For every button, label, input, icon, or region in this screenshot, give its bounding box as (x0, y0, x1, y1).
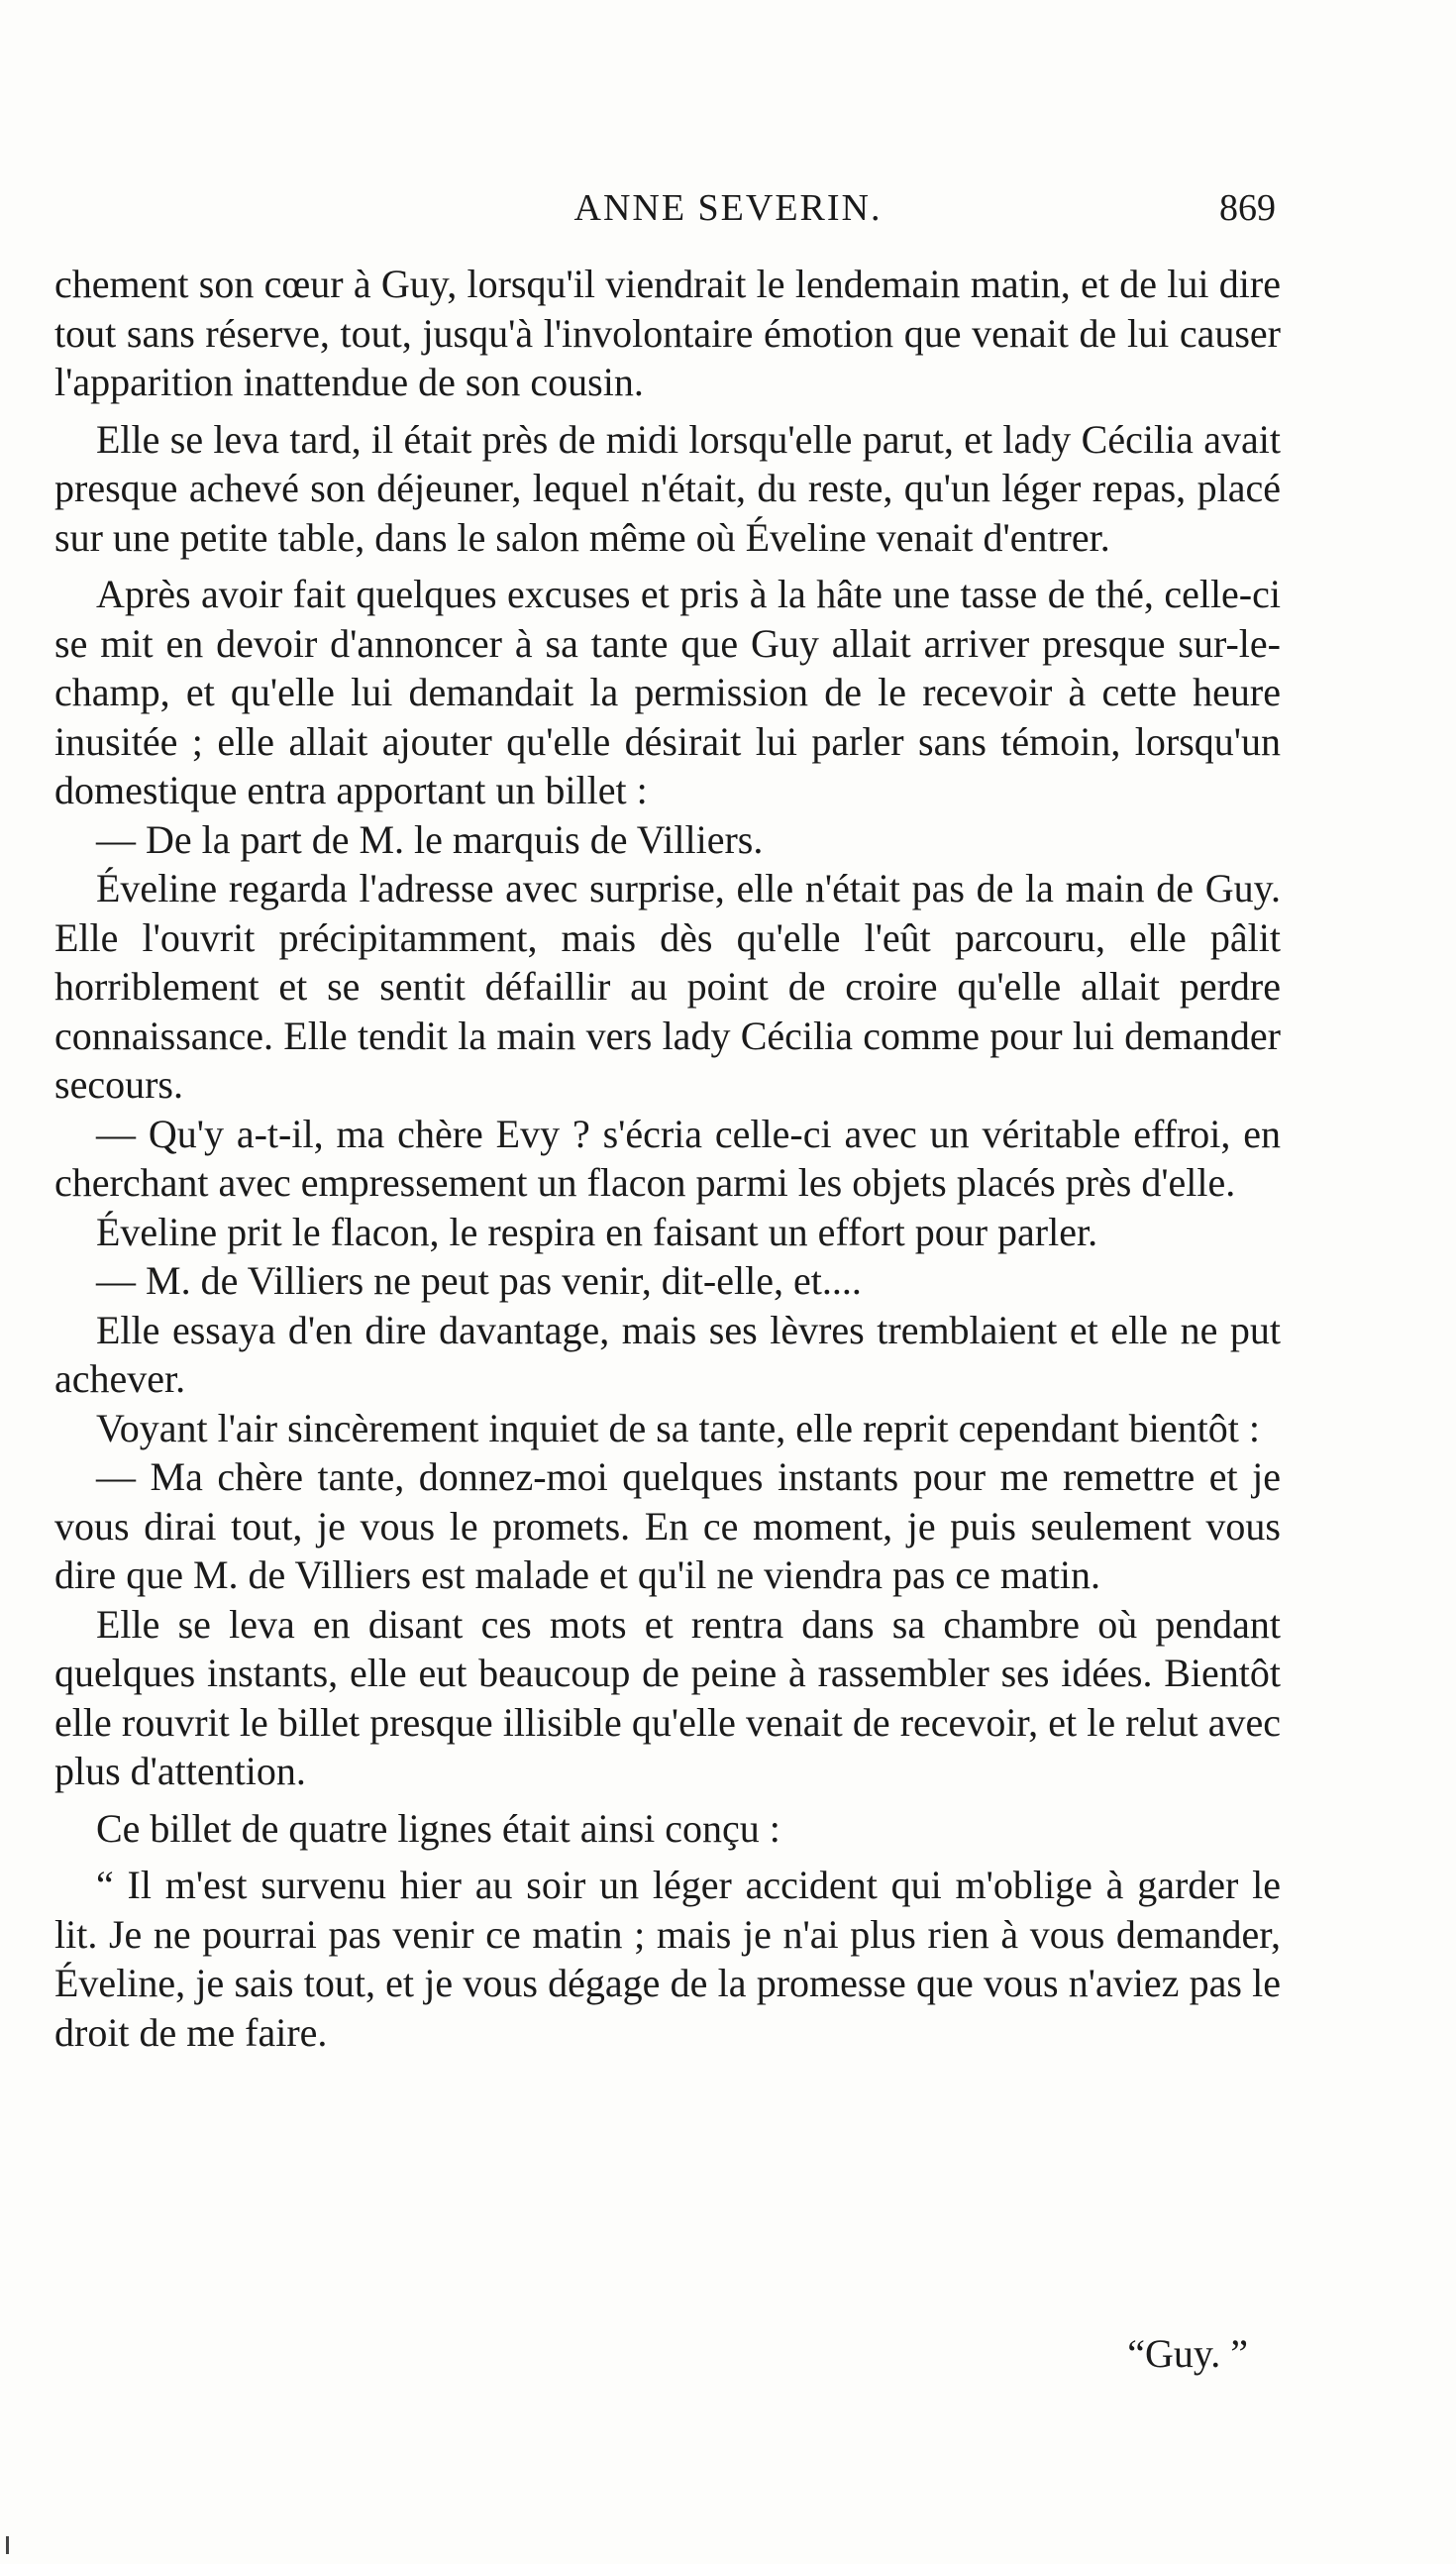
paragraph: chement son cœur à Guy, lorsqu'il viendrait le lendemain matin, et de lui dire tout sans réserve, tout, jusqu'à l'involontaire émotion que venait de lui causer l'apparition inattendue de son cousin. (54, 262, 1281, 404)
margin-mark (6, 2536, 9, 2554)
paragraph: Elle se leva en disant ces mots et rentra dans sa chambre où pendant quelques instants, elle eut beaucoup de peine à rassembler ses idées. Bientôt elle rouvrit le billet presque illisible qu'elle venait de recevoir, et le relut avec plus d'attention. (54, 1601, 1281, 1793)
paragraph: Ce billet de quatre lignes était ainsi conçu : (96, 1805, 780, 1851)
paragraph: Éveline prit le flacon, le respira en faisant un effort pour parler. (96, 1209, 1098, 1254)
paragraph: Elle se leva tard, il était près de midi lorsqu'elle parut, et lady Cécilia avait presque achevé son déjeuner, lequel n'était, du reste, qu'un léger repas, placé sur une petite table, dans le salon même où Éveline venait d'entrer. (54, 416, 1281, 560)
paragraph: Après avoir fait quelques excuses et pris à la hâte une tasse de thé, celle-ci se mit en devoir d'annoncer à sa tante que Guy allait arriver presque sur-le-champ, et qu'elle lui demandait la permission de le recevoir à cette heure inusitée ; elle allait ajouter qu'elle désirait lui parler sans témoin, lorsqu'un domestique entra apportant un billet : (54, 572, 1281, 812)
paragraph: — De la part de M. le marquis de Villiers. (96, 816, 764, 862)
paragraph: — Ma chère tante, donnez-moi quelques instants pour me remettre et je vous dirai tout, je vous le promets. En ce moment, je puis seulement vous dire que M. de Villiers est malade et qu'il ne viendra pas ce matin. (54, 1454, 1281, 1597)
quoted-letter: “ Il m'est survenu hier au soir un léger accident qui m'oblige à garder le lit. Je ne pourrai pas venir ce matin ; mais je n'ai plus rien à vous demander, Éveline, je sais tout, et je vous dégage de la promesse que vous n'aviez pas le droit de me faire. (54, 1863, 1281, 2055)
running-title: ANNE SEVERIN. (573, 187, 883, 229)
page-number: 869 (1219, 187, 1276, 229)
body-text (54, 260, 1281, 2057)
paragraph: — Qu'y a-t-il, ma chère Evy ? s'écria celle-ci avec un véritable effroi, en cherchant avec empressement un flacon parmi les objets placés près d'elle. (54, 1111, 1281, 1205)
paragraph: Voyant l'air sincèrement inquiet de sa tante, elle reprit cependant bientôt : (96, 1405, 1260, 1450)
paragraph: — M. de Villiers ne peut pas venir, dit-elle, et.... (96, 1258, 862, 1303)
page-header (0, 186, 1456, 246)
letter-signature: “Guy. ” (1127, 2331, 1248, 2376)
paragraph: Éveline regarda l'adresse avec surprise, elle n'était pas de la main de Guy. Elle l'ouvrit précipitamment, mais dès qu'elle l'eût parcouru, elle pâlit horriblement et se sentit défaillir au point de croire qu'elle allait perdre connaissance. Elle tendit la main vers lady Cécilia comme pour lui demander secours. (54, 866, 1281, 1107)
paragraph: Elle essaya d'en dire davantage, mais ses lèvres tremblaient et elle ne put achever. (54, 1307, 1281, 1401)
